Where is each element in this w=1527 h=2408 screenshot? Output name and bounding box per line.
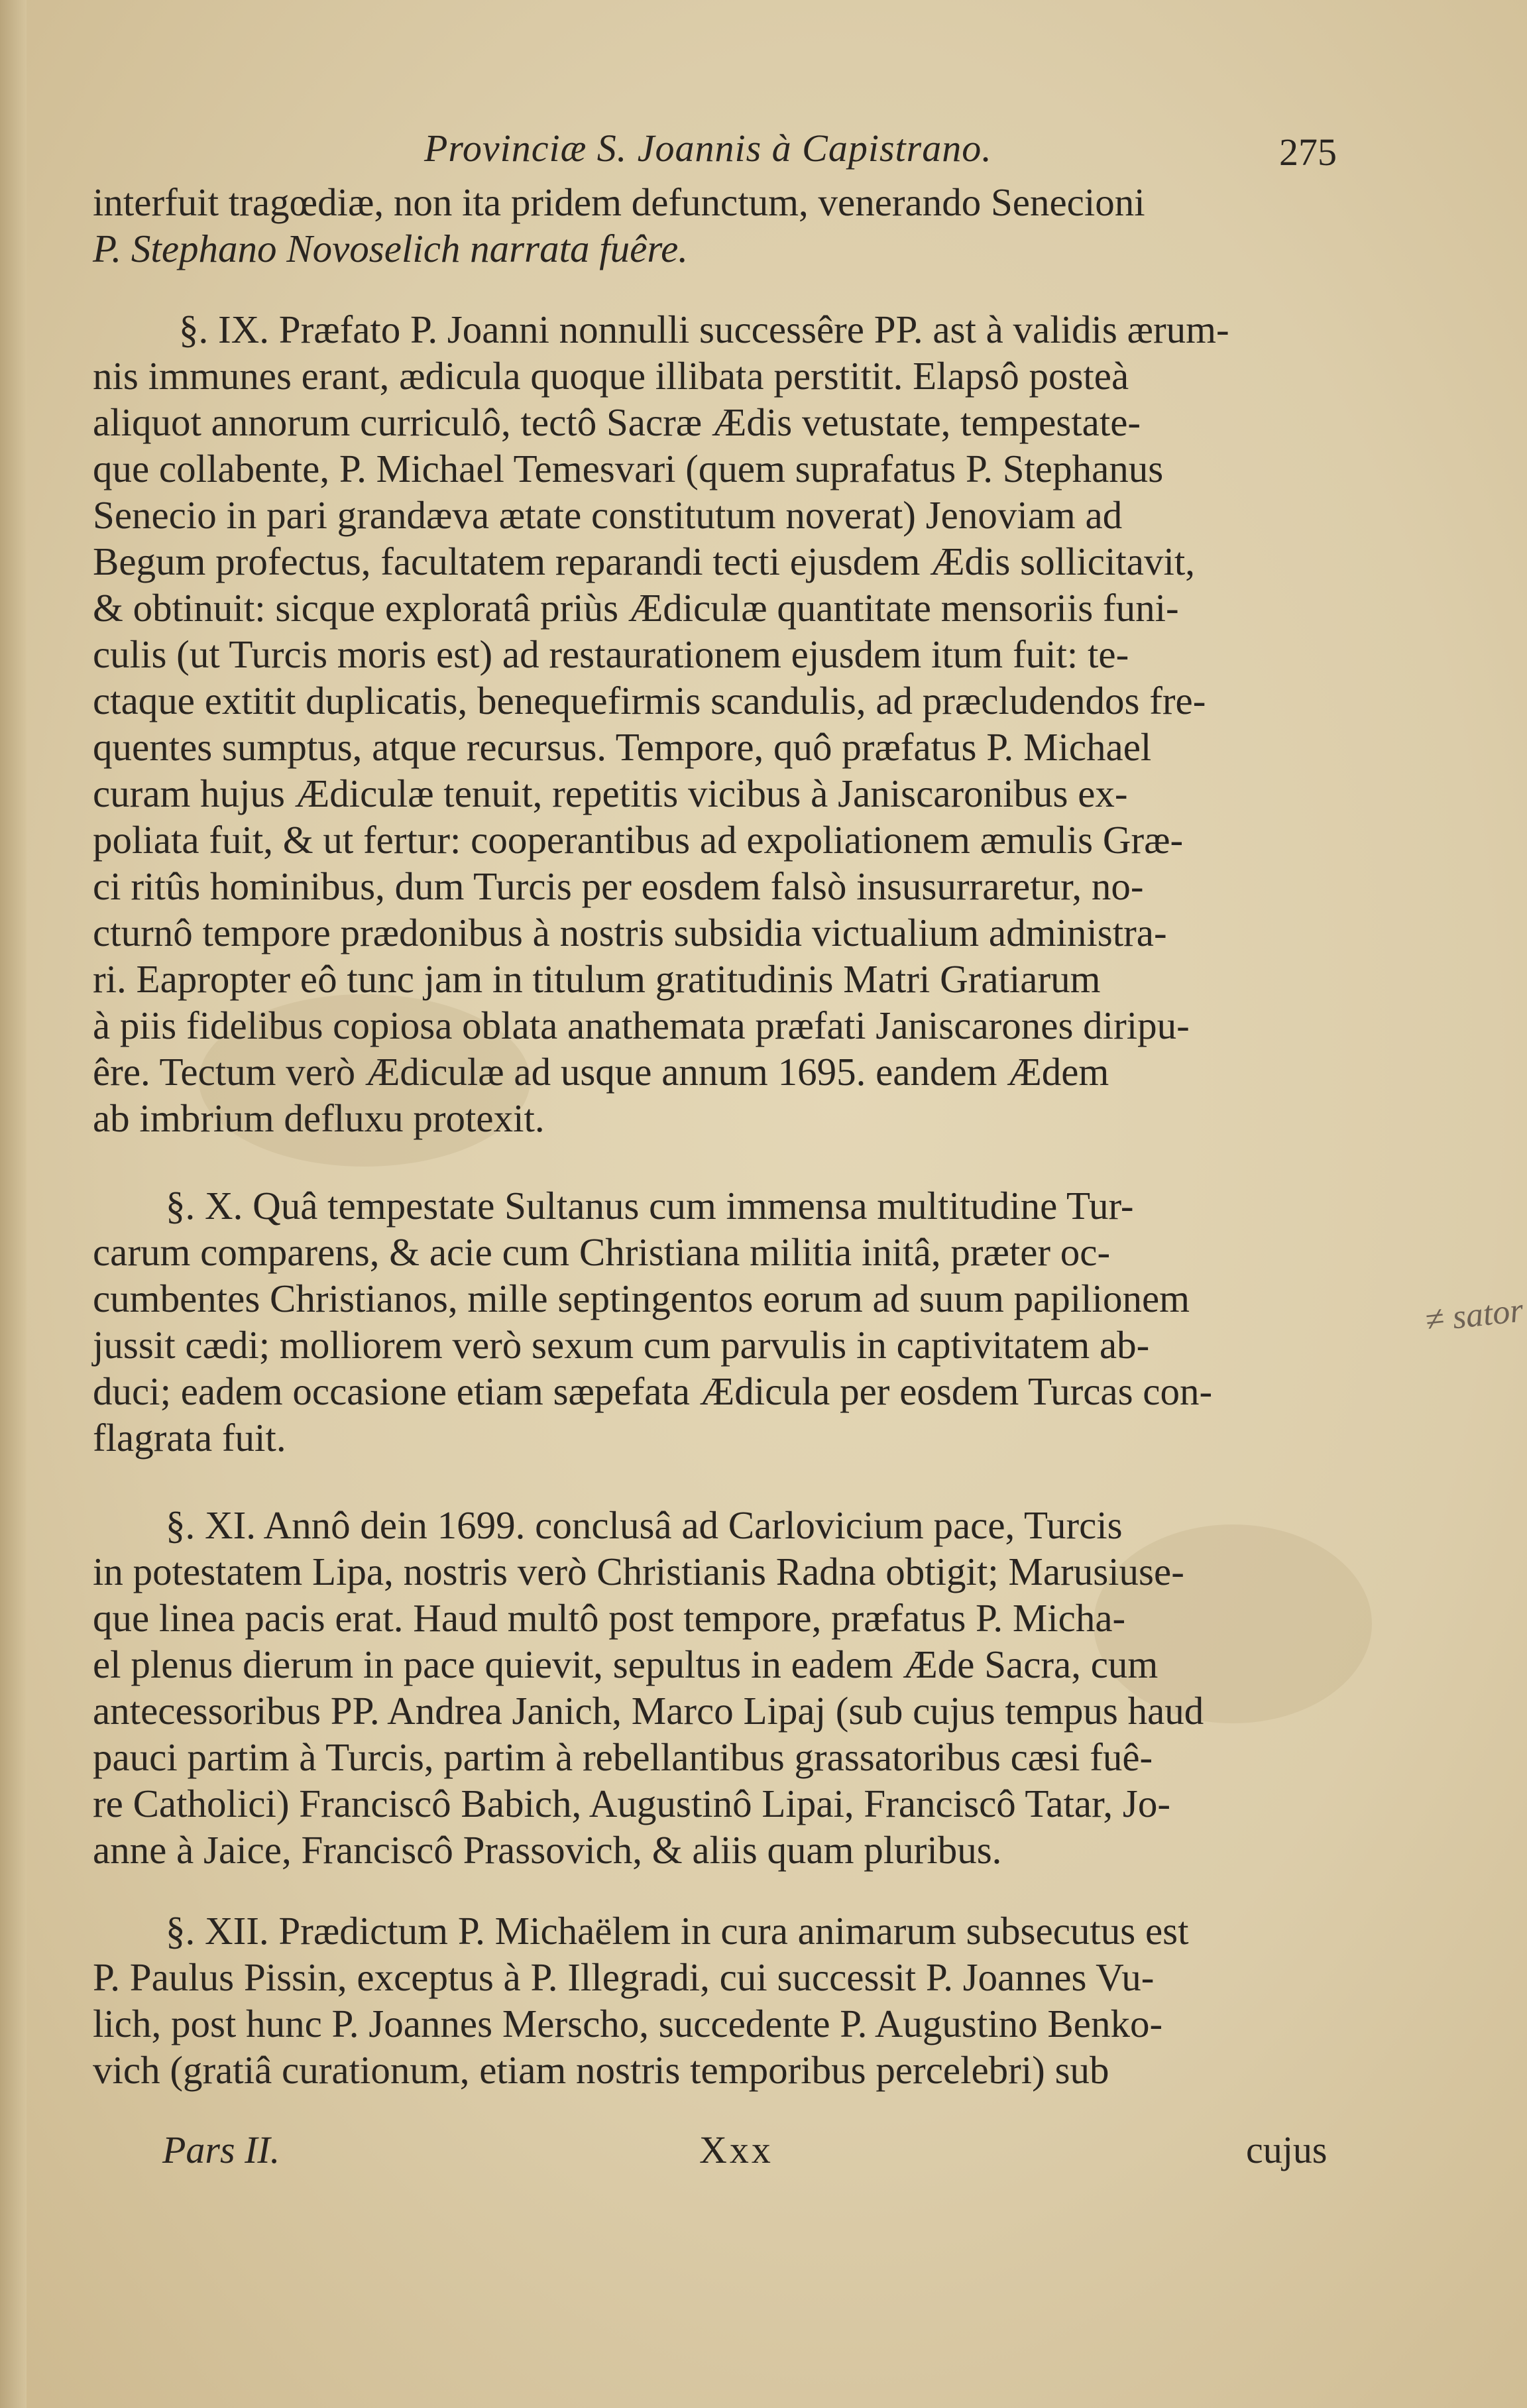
paragraph-gap	[93, 1461, 1392, 1502]
page-number: 275	[1279, 131, 1337, 174]
text-line: ctaque extitit duplicatis, benequefirmis scandulis, ad præcludendos fre-	[93, 679, 1206, 722]
text-line: à piis fidelibus copiosa oblata anathemata præfati Janiscarones diripu-	[93, 1003, 1190, 1047]
text-line: re Catholici) Franciscô Babich, Augustinô Lipai, Franciscô Tatar, Jo-	[93, 1782, 1171, 1825]
paragraph-xii-line: §. XII. Prædictum P. Michaëlem in cura animarum subsecutus est	[166, 1909, 1189, 1953]
text-line: culis (ut Turcis moris est) ad restaurationem ejusdem itum fuit: te-	[93, 632, 1129, 676]
text-line: ab imbrium defluxu protexit.	[93, 1096, 545, 1140]
text-line: Senecio in pari grandæva ætate constitutum noverat) Jenoviam ad	[93, 493, 1123, 537]
text-line: pauci partim à Turcis, partim à rebellantibus grassatoribus cæsi fuê-	[93, 1735, 1153, 1779]
text-line: P. Paulus Pissin, exceptus à P. Illegradi, cui successit P. Joannes Vu-	[93, 1955, 1155, 1999]
text-line: P. Stephano Novoselich narrata fuêre.	[93, 227, 689, 270]
text-line: nis immunes erant, ædicula quoque illibata perstitit. Elapsô posteà	[93, 354, 1129, 398]
text-line: jussit cædi; molliorem verò sexum cum parvulis in captivitatem ab-	[93, 1323, 1150, 1367]
text-line: el plenus dierum in pace quievit, sepultus in eadem Æde Sacra, cum	[93, 1642, 1159, 1686]
text-line: que linea pacis erat. Haud multô post tempore, præfatus P. Micha-	[93, 1596, 1126, 1640]
paragraph-ix-line: §. IX. Præfato P. Joanni nonnulli successêre PP. ast à validis ærum-	[179, 308, 1229, 351]
body-text	[93, 179, 1392, 2093]
text-line: ri. Eapropter eô tunc jam in titulum gratitudinis Matri Gratiarum	[93, 957, 1101, 1001]
text-line: aliquot annorum curriculô, tectô Sacræ Ædis vetustate, tempestate-	[93, 400, 1141, 444]
paragraph-x-line: §. X. Quâ tempestate Sultanus cum immensa multitudine Tur-	[166, 1184, 1134, 1228]
text-line: cumbentes Christianos, mille septingentos eorum ad suum papilionem	[93, 1277, 1190, 1320]
page-gutter	[0, 0, 27, 2408]
text-line: interfuit tragœdiæ, non ita pridem defunctum, venerando Senecioni	[93, 180, 1145, 224]
text-line: carum comparens, & acie cum Christiana militia initâ, præter oc-	[93, 1230, 1111, 1274]
text-line: anne à Jaice, Franciscô Prassovich, & aliis quam pluribus.	[93, 1828, 1002, 1872]
text-line: poliata fuit, & ut fertur: cooperantibus ad expoliationem æmulis Græ-	[93, 818, 1184, 862]
text-line: antecessoribus PP. Andrea Janich, Marco Lipaj (sub cujus tempus haud	[93, 1689, 1204, 1733]
text-line: Begum profectus, facultatem reparandi tecti ejusdem Ædis sollicitavit,	[93, 540, 1195, 583]
paragraph-gap	[93, 1873, 1392, 1908]
running-head: Provinciæ S. Joannis à Capistrano.	[424, 127, 992, 170]
text-line: quentes sumptus, atque recursus. Tempore, quô præfatus P. Michael	[93, 725, 1152, 769]
text-line: in potestatem Lipa, nostris verò Christianis Radna obtigit; Marusiuse-	[93, 1550, 1184, 1593]
text-line: cturnô tempore prædonibus à nostris subsidia victualium administra-	[93, 911, 1167, 954]
text-line: duci; eadem occasione etiam sæpefata Ædicula per eosdem Turcas con-	[93, 1369, 1213, 1413]
text-line: ci ritûs hominibus, dum Turcis per eosdem falsò insusurraretur, no-	[93, 864, 1144, 908]
text-line: êre. Tectum verò Ædiculæ ad usque annum 1695. eandem Ædem	[93, 1050, 1109, 1094]
footer-part-label: Pars II.	[162, 2128, 280, 2171]
paragraph-gap	[93, 1141, 1392, 1182]
page-footer	[0, 2128, 1527, 2181]
text-line: vich (gratiâ curationum, etiam nostris temporibus percelebri) sub	[93, 2048, 1109, 2092]
catchword: cujus	[1246, 2128, 1328, 2171]
text-line: que collabente, P. Michael Temesvari (quem suprafatus P. Stephanus	[93, 447, 1164, 490]
paragraph-gap	[93, 272, 1392, 306]
handwritten-margin-note: ≠ sator	[1423, 1291, 1526, 1340]
text-line: & obtinuit: sicque exploratâ priùs Ædiculæ quantitate mensoriis funi-	[93, 586, 1179, 630]
text-line: lich, post hunc P. Joannes Merscho, succedente P. Augustino Benko-	[93, 2002, 1163, 2045]
paragraph-xi-line: §. XI. Annô dein 1699. conclusâ ad Carlovicium pace, Turcis	[166, 1503, 1123, 1547]
text-line: curam hujus Ædiculæ tenuit, repetitis vicibus à Janiscaronibus ex-	[93, 772, 1128, 815]
text-line: flagrata fuit.	[93, 1416, 286, 1460]
signature-mark: Xxx	[699, 2128, 773, 2171]
